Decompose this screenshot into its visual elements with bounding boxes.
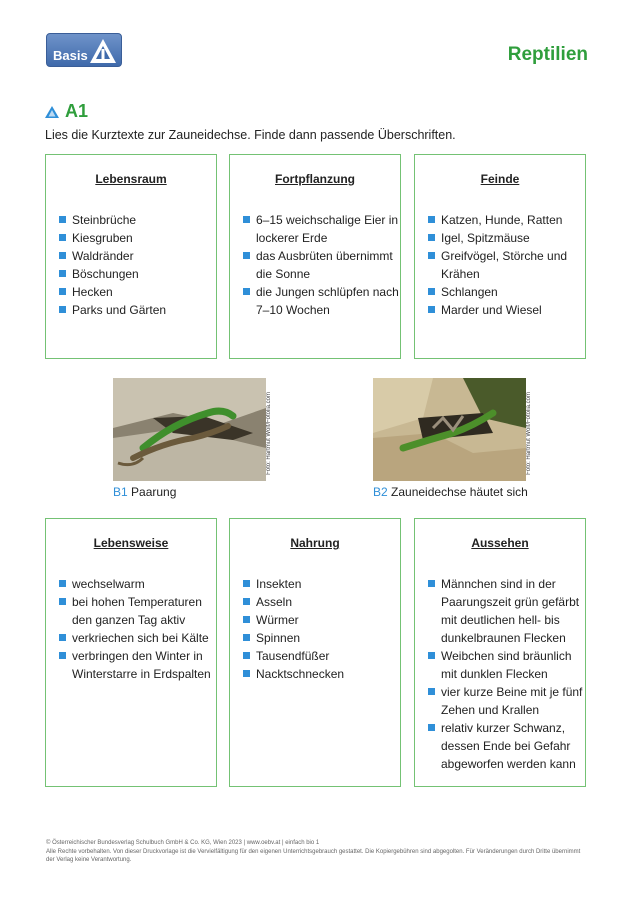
list-item: Steinbrüche [59,211,216,229]
box-heading: Aussehen [471,536,529,550]
task-number: A1 [65,101,89,121]
info-box-lebensraum [45,154,217,359]
box-list [428,575,585,773]
box-list [59,575,216,683]
difficulty-triangle-icon [45,106,59,118]
box-list [243,211,400,319]
figure-caption [113,485,176,499]
list-item: Kiesgruben [59,229,216,247]
list-item: Weibchen sind bräunlich mit dunklen Flecken [428,647,585,683]
list-item: verkriechen sich bei Kälte [59,629,216,647]
box-heading: Feinde [480,172,520,186]
footer-rights: Alle Rechte vorbehalten. Von dieser Druckvorlage ist die Vervielfältigung für den eigenen Unterrichtsgebrauch gestattet. Die Kopiergebühren sind abgegolten. Für Veränderungen durch Dritte übernimmt der Verlag keine Verantwortung. [46,848,581,863]
list-item: das Ausbrüten übernimmt die Sonne [243,247,400,283]
box-heading: Nahrung [290,536,340,550]
box-heading: Lebensraum [95,172,167,186]
figure-number: B1 [113,485,128,499]
list-item: bei hohen Temperaturen den ganzen Tag aktiv [59,593,216,629]
footer [46,839,586,865]
box-heading: Fortpflanzung [275,172,355,186]
photo-credit: Foto: Hartmut Wolf/Fotolia.com [266,392,272,475]
photo-lizard-shedding [373,378,526,481]
list-item: Tausendfüßer [243,647,400,665]
basis-logo [46,33,122,67]
list-item: relativ kurzer Schwanz, dessen Ende bei Gefahr abgeworfen werden kann [428,719,585,773]
list-item: die Jungen schlüpfen nach 7–10 Wochen [243,283,400,319]
figure-number: B2 [373,485,388,499]
list-item: Asseln [243,593,400,611]
logo-text: Basis [53,48,88,63]
info-box-lebensweise [45,518,217,787]
box-heading: Lebensweise [93,536,169,550]
box-list [59,211,216,319]
figure-caption [373,485,528,499]
list-item: 6–15 weichschalige Eier in lockerer Erde [243,211,400,247]
list-item: Parks und Gärten [59,301,216,319]
level-triangle-icon [89,37,117,65]
info-box-aussehen [414,518,586,787]
task-instruction: Lies die Kurztexte zur Zauneidechse. Finde dann passende Überschriften. [45,128,456,142]
list-item: Greifvögel, Störche und Krähen [428,247,585,283]
list-item: wechselwarm [59,575,216,593]
list-item: Nacktschnecken [243,665,400,683]
list-item: Marder und Wiesel [428,301,585,319]
info-box-fortpflanzung [229,154,401,359]
list-item: Würmer [243,611,400,629]
footer-copyright: © Österreichischer Bundesverlag Schulbuch GmbH & Co. KG, Wien 2023 | www.oebv.at | einfach bio 1 [46,840,320,846]
list-item: Männchen sind in der Paarungszeit grün gefärbt mit deutlichen hell- bis dunkelbraunen Flecken [428,575,585,647]
list-item: Schlangen [428,283,585,301]
list-item: Böschungen [59,265,216,283]
list-item: Waldränder [59,247,216,265]
photo-lizards-mating [113,378,266,481]
list-item: Spinnen [243,629,400,647]
list-item: Igel, Spitzmäuse [428,229,585,247]
box-list [428,211,585,319]
photo-credit: Foto: Hartmut Wolf/Fotolia.com [526,392,532,475]
list-item: Hecken [59,283,216,301]
list-item: Insekten [243,575,400,593]
figure-caption-text: Zauneidechse häutet sich [391,485,528,499]
info-box-nahrung [229,518,401,787]
info-box-feinde [414,154,586,359]
figure-caption-text: Paarung [131,485,177,499]
box-list [243,575,400,683]
task-label [45,101,88,122]
list-item: Katzen, Hunde, Ratten [428,211,585,229]
list-item: vier kurze Beine mit je fünf Zehen und Krallen [428,683,585,719]
list-item: verbringen den Winter in Winterstarre in Erdspalten [59,647,216,683]
page-title: Reptilien [507,44,588,65]
